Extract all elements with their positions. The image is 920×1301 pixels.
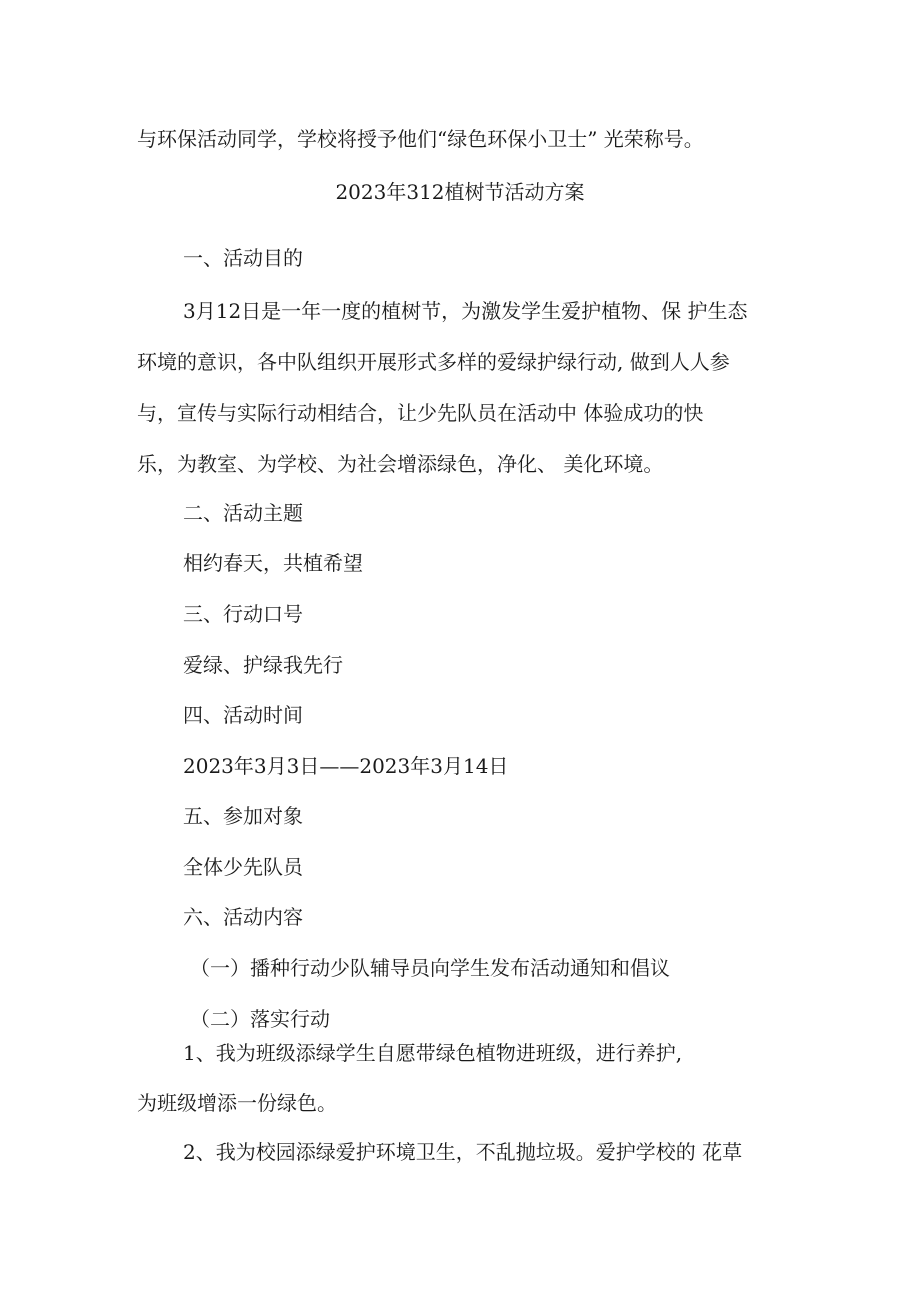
section-heading-theme: 二、活动主题 [183,501,303,525]
slogan-text: 爱绿、护绿我先行 [183,653,343,677]
document-title: 2023年312植树节活动方案 [335,180,585,204]
time-text: 2023年3月3日——2023年3月14日 [183,754,509,778]
theme-text: 相约春天，共植希望 [183,551,363,575]
implementation-item-line: 为班级增添一份绿色。 [137,1091,337,1115]
purpose-paragraph-line: 乐，为教室、为学校、为社会增添绿色，净化、 美化环境。 [137,452,664,476]
content-item-implementation: （二）落实行动 [190,1007,330,1031]
section-heading-content: 六、活动内容 [183,905,303,929]
content-item-sowing: （一）播种行动少队辅导员向学生发布活动通知和倡议 [190,956,670,980]
carryover-paragraph-line: 与环保活动同学，学校将授予他们“绿色环保小卫士” 光荣称号。 [137,127,704,151]
participants-text: 全体少先队员 [183,855,303,879]
implementation-item-line: 2、我为校园添绿爱护环境卫生，不乱抛垃圾。爱护学校的 花草 [183,1140,743,1164]
section-heading-slogan: 三、行动口号 [183,602,303,626]
section-heading-purpose: 一、活动目的 [183,246,303,270]
purpose-paragraph-line: 3月12日是一年一度的植树节，为激发学生爱护植物、保 护生态 [183,299,748,323]
section-heading-participants: 五、参加对象 [183,804,303,828]
section-heading-time: 四、活动时间 [183,703,303,727]
implementation-item-line: 1、我为班级添绿学生自愿带绿色植物进班级，进行养护, [183,1041,683,1065]
purpose-paragraph-line: 与，宣传与实际行动相结合，让少先队员在活动中 体验成功的快 [137,401,704,425]
purpose-paragraph-line: 环境的意识，各中队组织开展形式多样的爱绿护绿行动, 做到人人参 [137,350,730,374]
